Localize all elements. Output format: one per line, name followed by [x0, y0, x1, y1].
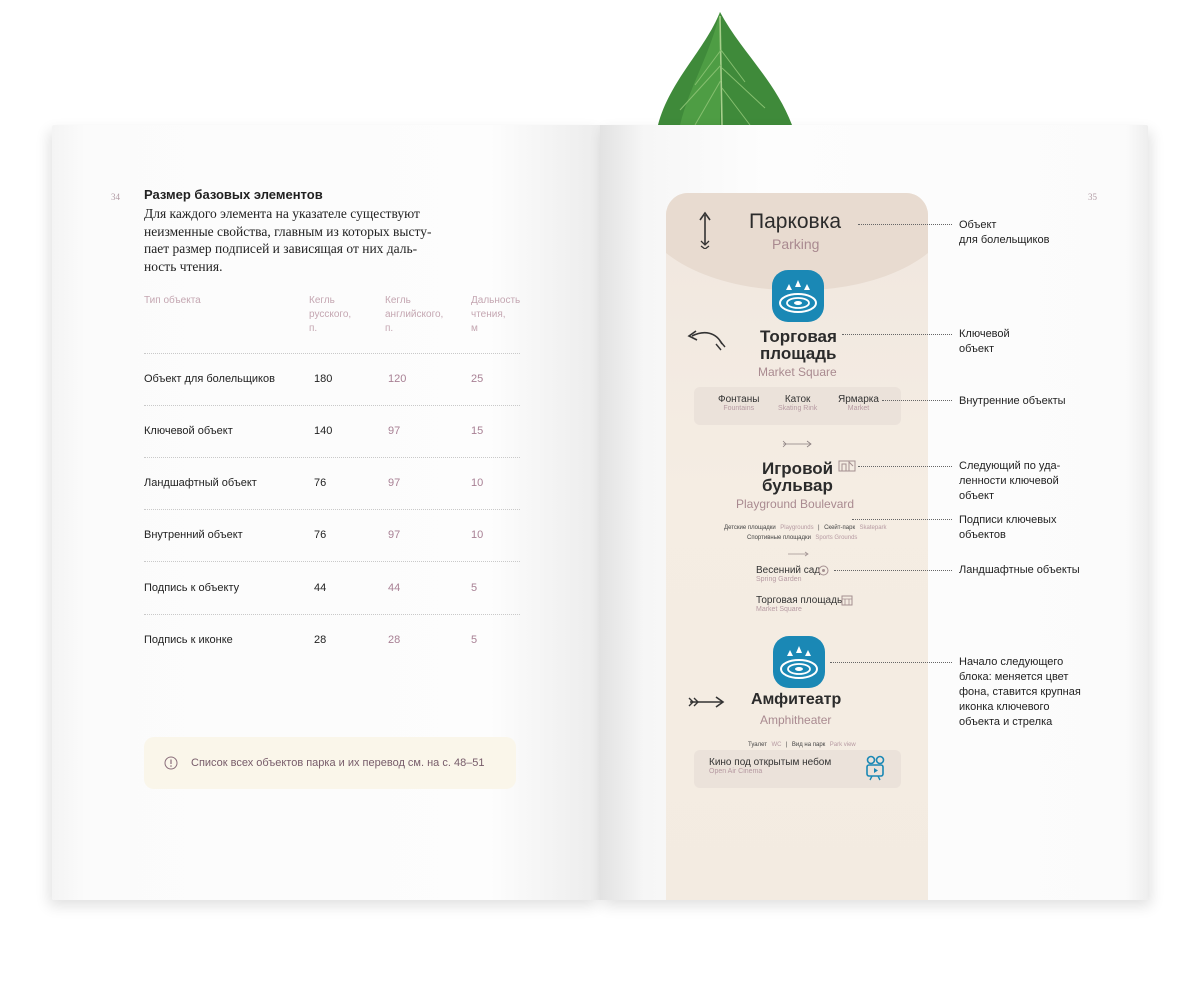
- inner-object-ru: Каток: [784, 394, 811, 405]
- inner-object: [838, 394, 879, 412]
- cell-distance: 5: [471, 634, 478, 646]
- annotation-line: для болельщиков: [959, 234, 1050, 246]
- annotation-line: блока: меняется цвет: [959, 671, 1069, 683]
- page-number-right: 35: [1088, 192, 1097, 202]
- caption-ru: Вид на парк: [791, 742, 826, 748]
- annotation: [959, 655, 1081, 730]
- cell-type: Подпись к иконке: [144, 634, 233, 646]
- cinema-ru: Кино под открытым небом: [709, 757, 832, 768]
- lead-line: ность чтения.: [144, 258, 223, 274]
- arrow-up-icon: [697, 211, 713, 249]
- market-icon: [841, 594, 853, 606]
- arrow-back-icon: [686, 326, 730, 354]
- amphitheater-icon: [773, 636, 825, 688]
- annotation-line: Следующий по уда-: [959, 460, 1061, 472]
- caption-ru: Детские площадки: [724, 525, 776, 531]
- inner-object-en: Skating Rink: [778, 405, 818, 412]
- table-row: [0, 529, 600, 545]
- inner-object-en: Market: [847, 405, 870, 412]
- cell-distance: 5: [471, 582, 478, 594]
- cell-en: 97: [388, 477, 401, 489]
- landscape-object-en: Spring Garden: [756, 576, 802, 583]
- annotation-line: Объект: [959, 219, 997, 231]
- caption-ru: Скейт-парк: [824, 525, 856, 531]
- inner-object: [718, 394, 759, 412]
- inner-object-ru: Фонтаны: [718, 394, 760, 405]
- amphitheater-captions: [748, 733, 856, 751]
- annotation-line: объекта и стрелка: [959, 716, 1053, 728]
- cell-en: 28: [388, 634, 401, 646]
- annotation-line: объект: [959, 343, 995, 355]
- small-arrow-icon: [781, 440, 815, 448]
- inner-object-en: Fountains: [723, 405, 755, 412]
- leader-line: [852, 519, 952, 520]
- flower-icon: [818, 565, 829, 576]
- landscape-object-en: Market Square: [756, 606, 802, 613]
- table-row: [0, 425, 600, 441]
- playground-subtitle: Playground Boulevard: [736, 497, 855, 511]
- cell-ru: 28: [314, 634, 327, 646]
- cinema-label: [709, 757, 831, 775]
- column-header-line: русского,: [309, 309, 352, 320]
- column-header-line: п.: [309, 323, 318, 334]
- key-captions-line: [747, 526, 857, 544]
- leader-line: [842, 334, 952, 335]
- lead-paragraph: [144, 205, 464, 275]
- caption-en: WC: [771, 742, 782, 748]
- caption-en: Skatepark: [859, 525, 887, 531]
- column-header-ru: [309, 294, 351, 336]
- exclamation-icon: [164, 756, 178, 770]
- caption-en: Park view: [829, 742, 856, 748]
- cell-en: 97: [388, 425, 401, 437]
- annotation-line: Внутренние объекты: [959, 395, 1066, 407]
- annotation-line: фона, ставится крупная: [959, 686, 1081, 698]
- cell-en: 97: [388, 529, 401, 541]
- lead-line: неизменные свойства, главным из которых высту-: [144, 223, 432, 239]
- landscape-object-ru: Весенний сад: [756, 565, 821, 576]
- leader-line: [830, 662, 952, 663]
- note-text: Список всех объектов парка и их перевод см. на с. 48–51: [191, 757, 485, 769]
- cell-ru: 44: [314, 582, 327, 594]
- leaf-image: [650, 10, 800, 135]
- cell-en: 44: [388, 582, 401, 594]
- inner-object: [778, 394, 817, 412]
- table-rule: [144, 509, 520, 510]
- caption-separator: |: [818, 525, 820, 531]
- cell-ru: 76: [314, 529, 327, 541]
- lead-line: Для каждого элемента на указателе существуют: [144, 206, 420, 221]
- column-header-line: п.: [385, 323, 394, 334]
- column-header-line: чтения,: [471, 309, 506, 320]
- annotation-line: иконка ключевого: [959, 701, 1050, 713]
- small-arrow-icon: [786, 551, 810, 557]
- table-row: [0, 582, 600, 598]
- annotation-line: Начало следующего: [959, 656, 1064, 668]
- table-rule: [144, 457, 520, 458]
- market-title-line: Торговая: [760, 327, 837, 346]
- cell-type: Ключевой объект: [144, 425, 233, 437]
- landscape-object-ru: Торговая площадь: [756, 595, 843, 606]
- table-rule: [144, 614, 520, 615]
- table-row: [0, 634, 600, 650]
- market-title-line: площадь: [760, 344, 837, 363]
- market-title: [760, 328, 837, 362]
- lead-line: пает размер подписей и зависящая от них даль-: [144, 241, 418, 256]
- column-header-line: английского,: [385, 309, 444, 320]
- cell-ru: 140: [314, 425, 333, 437]
- table-rule: [144, 353, 520, 354]
- landscape-object: [756, 565, 820, 583]
- cell-distance: 15: [471, 425, 484, 437]
- cell-distance: 10: [471, 529, 484, 541]
- cell-ru: 76: [314, 477, 327, 489]
- cell-type: Внутренний объект: [144, 529, 243, 541]
- inner-object-ru: Ярмарка: [838, 394, 879, 405]
- annotation: [959, 459, 1060, 504]
- cell-en: 120: [388, 373, 407, 385]
- table-row: [0, 373, 600, 389]
- cell-type: Ландшафтный объект: [144, 477, 257, 489]
- annotation-line: Ландшафтные объекты: [959, 564, 1080, 576]
- table-rule: [144, 561, 520, 562]
- table-row: [0, 477, 600, 493]
- playground-title: [762, 460, 833, 494]
- annotation-line: ленности ключевой: [959, 475, 1059, 487]
- table-rule: [144, 405, 520, 406]
- annotation: [959, 513, 1056, 543]
- leader-line: [858, 466, 952, 467]
- caption-ru: Спортивные площадки: [747, 535, 811, 541]
- annotation: [959, 218, 1049, 248]
- amphitheater-title: Амфитеатр: [751, 691, 842, 708]
- page-number-left: 34: [111, 192, 120, 202]
- section-heading: Размер базовых элементов: [144, 187, 323, 202]
- annotation: [959, 563, 1080, 578]
- playground-icon: [838, 458, 856, 472]
- cinema-icon: [864, 755, 888, 781]
- column-header-line: Тип объекта: [144, 295, 201, 306]
- playground-title-line: бульвар: [762, 476, 833, 495]
- caption-en: Sports Grounds: [815, 535, 858, 541]
- cell-type: Объект для болельщиков: [144, 373, 275, 385]
- playground-title-line: Игровой: [762, 459, 834, 478]
- leader-line: [882, 400, 952, 401]
- cell-ru: 180: [314, 373, 333, 385]
- column-header-type: [144, 294, 201, 308]
- annotation-line: объектов: [959, 529, 1006, 541]
- arrow-right-icon: [686, 695, 726, 709]
- cinema-en: Open Air Cinema: [709, 768, 763, 775]
- annotation-line: объект: [959, 490, 995, 502]
- fountain-icon: [772, 270, 824, 322]
- column-header-en: [385, 294, 443, 336]
- cell-type: Подпись к объекту: [144, 582, 240, 594]
- column-header-distance: [471, 294, 520, 336]
- column-header-line: м: [471, 323, 478, 334]
- cell-distance: 10: [471, 477, 484, 489]
- column-header-line: Дальность: [471, 295, 521, 306]
- caption-separator: |: [785, 742, 788, 748]
- column-header-line: Кегль: [385, 295, 411, 306]
- column-header-line: Кегль: [309, 295, 335, 306]
- amphitheater-subtitle: Amphitheater: [760, 713, 832, 727]
- landscape-object: [756, 595, 842, 613]
- annotation-line: Подписи ключевых: [959, 514, 1057, 526]
- caption-en: Playgrounds: [780, 525, 814, 531]
- leader-line: [858, 224, 952, 225]
- leader-line: [834, 570, 952, 571]
- annotation: [959, 327, 1010, 357]
- caption-ru: Туалет: [748, 742, 767, 748]
- market-subtitle: Market Square: [758, 365, 837, 379]
- annotation: [959, 394, 1066, 409]
- cell-distance: 25: [471, 373, 484, 385]
- parking-subtitle: Parking: [772, 236, 820, 252]
- annotation-line: Ключевой: [959, 328, 1010, 340]
- parking-title: Парковка: [749, 210, 842, 233]
